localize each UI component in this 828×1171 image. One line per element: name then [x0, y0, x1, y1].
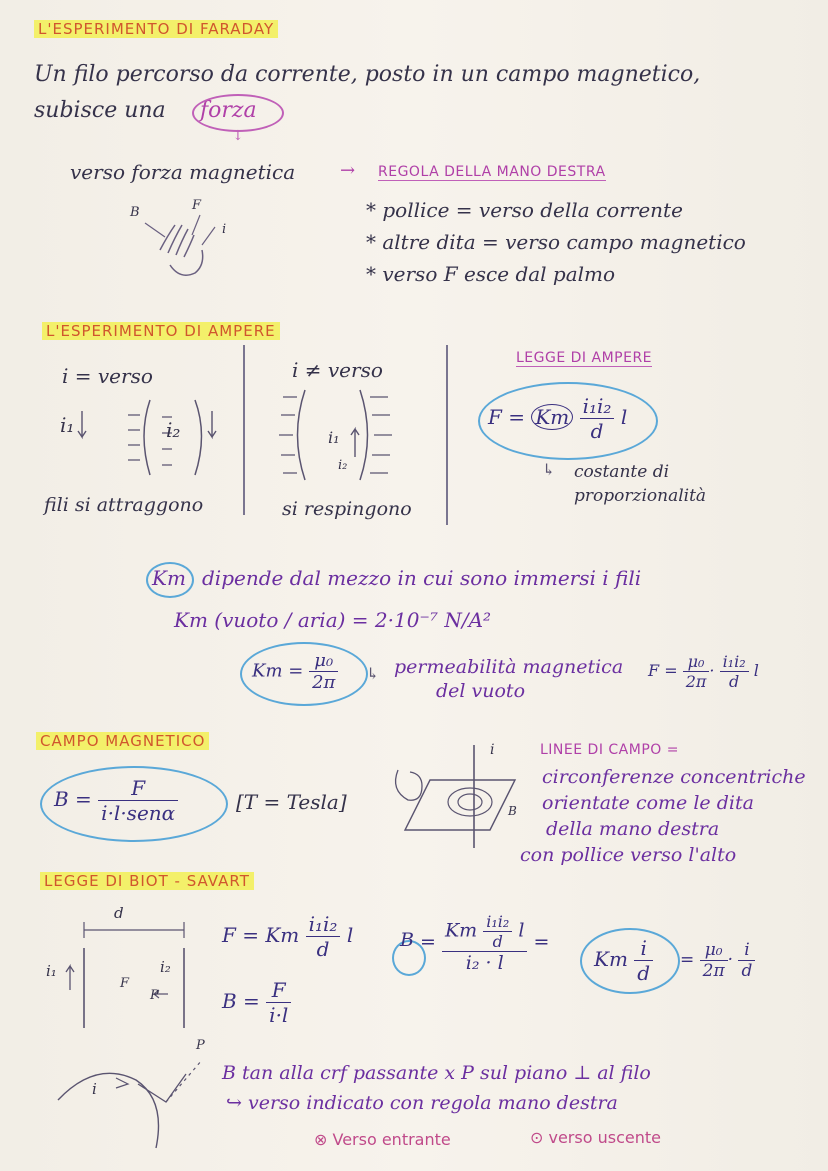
- mu-i-d-num-2: i: [738, 940, 755, 961]
- perm-arrow: ↳: [366, 664, 380, 683]
- biot-label-i1: i₁: [46, 962, 57, 980]
- hand-label-f: F: [192, 198, 202, 213]
- faraday-line-2a: subisce una: [34, 98, 166, 123]
- f-mu-l: l: [753, 661, 759, 680]
- biot-f-frac: [306, 912, 341, 961]
- faraday-line-1: Un filo percorso da corrente, posto in un campo magnetico,: [34, 62, 701, 87]
- wire-label-i2-left: i₂: [166, 418, 181, 442]
- campo-b-den: i·l·senα: [101, 801, 176, 825]
- biot-f-num: i₁i₂: [306, 912, 341, 937]
- tesla-unit: [T = Tesla]: [236, 790, 347, 814]
- big-b-frac: [442, 912, 527, 974]
- faraday-title: L'ESPERIMENTO DI FARADAY: [34, 20, 278, 38]
- biot-f-lhs: F = Km: [222, 923, 300, 947]
- big-b-inner-den: d: [492, 932, 503, 951]
- attracting-wires-sketch: [50, 395, 230, 480]
- km-eq-lhs: Km =: [252, 660, 304, 682]
- campo-b-formula: [54, 776, 178, 825]
- mu-i-d-frac-1: [700, 940, 728, 981]
- lines-text-1: circonferenze concentriche: [542, 766, 806, 788]
- lines-title: LINEE DI CAMPO =: [540, 742, 679, 758]
- big-b-den: i₂ · l: [465, 952, 504, 974]
- rule-bullet-2: * altre dita = verso campo magnetico: [366, 230, 746, 254]
- biot-b-frac: [266, 978, 291, 1027]
- field-label-b: B: [508, 804, 517, 818]
- big-b-eq-2: =: [533, 931, 550, 953]
- big-b-num-k: Km: [444, 919, 478, 942]
- f-mu-frac-1: [683, 652, 710, 691]
- rule-bullet-3: * verso F esce dal palmo: [366, 262, 616, 286]
- ampere-mid-head: i ≠ verso: [292, 358, 383, 382]
- law-l: l: [620, 405, 628, 429]
- f-mu-den-1: 2π: [685, 672, 707, 691]
- km-eq-frac: [309, 650, 338, 693]
- biot-label-p: P: [150, 988, 159, 1003]
- big-b-formula: [400, 912, 549, 974]
- km-line-1: dipende dal mezzo in cui sono immersi i fili: [202, 566, 642, 590]
- campo-b-frac: [98, 776, 178, 825]
- rule-title: REGOLA DELLA MANO DESTRA: [378, 164, 606, 180]
- mu-i-d-frac-2: [738, 940, 755, 981]
- biot-label-i2: i₂: [160, 958, 171, 976]
- lines-text-3: della mano destra: [546, 818, 720, 840]
- km-eq-formula: [252, 650, 338, 693]
- f-mu-frac-2: [720, 652, 749, 691]
- ampere-law-formula: [488, 394, 627, 443]
- verso-forza-label: verso forza magnetica: [70, 160, 296, 184]
- f-mu-num-1: μ₀: [683, 652, 710, 672]
- rule-arrow: →: [340, 160, 356, 181]
- km-i-d-den: d: [637, 961, 651, 985]
- km-circled: Km: [152, 566, 186, 590]
- curved-wire-sketch: [56, 1040, 216, 1150]
- mu-i-d-den-2: d: [741, 961, 753, 981]
- km-i-d-num: i: [634, 936, 653, 961]
- km-eq-den: 2π: [312, 672, 336, 693]
- mu-i-d-eq: =: [680, 950, 695, 970]
- perm-line-1: permeabilità magnetica: [394, 656, 624, 678]
- big-b-inner-num: i₁i₂: [483, 912, 512, 932]
- km-circle: [146, 562, 194, 598]
- wire-label-i1-mid: i₁: [328, 428, 340, 447]
- curve-label-p: P: [196, 1038, 205, 1053]
- ampere-divider-1: [243, 345, 245, 515]
- biot-f-den: d: [316, 937, 330, 961]
- km-i-d-frac: [634, 936, 653, 985]
- mu-i-d-formula: = $\frac{\text{μ₀}}{2\pi}$ · $\frac{i}{d}$: [680, 940, 755, 981]
- f-mu-lhs: F =: [648, 661, 678, 680]
- rule-bullet-1: * pollice = verso della corrente: [366, 198, 683, 222]
- f-mu-den-2: d: [728, 672, 740, 691]
- repel-caption: si respingono: [282, 498, 412, 520]
- biot-b-formula: [222, 978, 291, 1027]
- km-eq-num: μ₀: [309, 650, 338, 672]
- hand-label-b: B: [130, 205, 140, 220]
- perm-line-2: del vuoto: [436, 680, 526, 702]
- campo-title: CAMPO MAGNETICO: [36, 732, 209, 750]
- law-note-arrow: ↳: [542, 460, 556, 479]
- law-f: F =: [488, 405, 525, 429]
- big-b-num-l: l: [518, 919, 525, 942]
- forza-circle: [192, 94, 284, 132]
- faraday-forza: forza: [200, 98, 257, 123]
- const-note-2: proporzionalità: [574, 486, 707, 506]
- biot-note-1: B tan alla crf passante x P sul piano ⊥ al filo: [222, 1062, 651, 1084]
- biot-title: LEGGE DI BIOT - SAVART: [40, 872, 254, 890]
- big-b-inner-frac: [483, 912, 512, 951]
- big-b-eq: =: [420, 931, 436, 953]
- km-i-d-k: Km: [594, 947, 628, 971]
- biot-label-f: F: [120, 976, 130, 991]
- biot-f-l: l: [346, 923, 354, 947]
- lines-text-4: con pollice verso l'alto: [520, 844, 737, 866]
- mu-i-d-num-1: μ₀: [700, 940, 728, 961]
- forza-down-arrow: ↓: [232, 128, 244, 144]
- biot-b-num: F: [266, 978, 291, 1003]
- law-k: Km: [531, 404, 573, 430]
- big-b-num: [442, 912, 527, 952]
- legend-uscente: ⊙ verso uscente: [530, 1128, 661, 1147]
- biot-f-formula: [222, 912, 353, 961]
- attract-caption: fili si attraggono: [44, 494, 204, 516]
- law-num: i₁i₂: [580, 394, 615, 419]
- wire-label-i1-left: i₁: [60, 413, 75, 437]
- law-frac: [580, 394, 615, 443]
- biot-note-2: ↪ verso indicato con regola mano destra: [226, 1092, 618, 1114]
- ampere-divider-2: [446, 345, 448, 525]
- ampere-left-head: i = verso: [62, 364, 153, 388]
- field-label-i: i: [490, 742, 495, 758]
- hand-label-i: i: [222, 222, 227, 237]
- ampere-law-title: LEGGE DI AMPERE: [516, 350, 653, 366]
- const-note-1: costante di: [574, 462, 670, 482]
- km-i-d-formula: [594, 936, 653, 985]
- wire-label-i2-mid: i₂: [338, 458, 348, 473]
- km-line-2: Km (vuoto / aria) = 2·10⁻⁷ N/A²: [174, 608, 492, 632]
- f-mu-num-2: i₁i₂: [720, 652, 749, 672]
- biot-b-den: i·l: [269, 1003, 289, 1027]
- campo-b-num: F: [98, 776, 178, 801]
- lines-text-2: orientate come le dita: [542, 792, 754, 814]
- mu-i-d-den-1: 2π: [702, 961, 725, 981]
- campo-b-lhs: B =: [54, 787, 92, 811]
- field-lines-sketch: [390, 740, 530, 850]
- law-den: d: [590, 419, 604, 443]
- f-mu-formula: F = $\frac{\text{μ₀}}{2\pi}$ · $\frac{\text{i₁i₂}}{d}$ l: [648, 652, 759, 691]
- big-b: B: [400, 929, 414, 951]
- legend-entrante: ⊗ Verso entrante: [314, 1130, 451, 1149]
- biot-b-lhs: B =: [222, 989, 260, 1013]
- ampere-title: L'ESPERIMENTO DI AMPERE: [42, 322, 280, 340]
- biot-label-d: d: [114, 904, 124, 922]
- curve-label-i: i: [92, 1080, 97, 1098]
